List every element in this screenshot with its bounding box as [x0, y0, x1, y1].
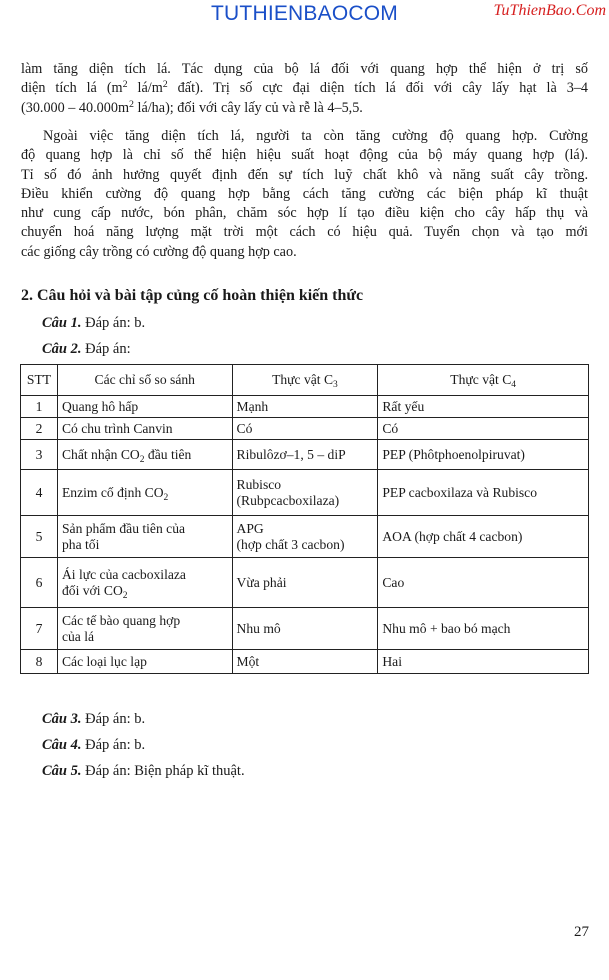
table-row: [21, 396, 589, 418]
question-label: Câu 2.: [42, 341, 82, 357]
text-line: Ngoài việc tăng diện tích lá, người ta còn tăng cường độ quang hợp. Cường: [43, 128, 588, 144]
cell-criteria: Có chu trình Canvin: [57, 418, 232, 440]
table-row: [21, 558, 589, 608]
question-label: Câu 5.: [42, 763, 82, 779]
cell-stt: 4: [21, 470, 58, 516]
table-row: [21, 650, 589, 674]
cell-criteria: Chất nhận $CO_2$ đầu tiên: [57, 440, 232, 470]
text-line: làm tăng diện tích lá. Tác dụng của bộ lá đối với quang hợp thể hiện ở trị số: [21, 61, 588, 77]
table-row: [21, 440, 589, 470]
answer-text: Đáp án: b.: [81, 315, 146, 331]
text-line: độ quang hợp là chỉ số thể hiện hiệu suất hoạt động của bộ máy quang hợp (lá).: [21, 147, 588, 164]
header-c3: Thực vật $C_3$: [232, 365, 378, 396]
cell-c4: PEP cacboxilaza và Rubisco: [378, 470, 589, 516]
cell-c4: Nhu mô + bao bó mạch: [378, 608, 589, 650]
question-answer: [42, 737, 145, 754]
text-line: chuyển hoá năng lượng mặt trời một cách có hiệu quả. Tuyển chọn và tạo mới: [21, 224, 588, 241]
site-logo: TuThienBao.Com: [493, 2, 606, 19]
cell-c4: PEP (Phôtphoenolpiruvat): [378, 440, 589, 470]
cell-stt: 5: [21, 516, 58, 558]
answer-text: Đáp án: b.: [81, 711, 146, 727]
header-stt: STT: [21, 365, 58, 396]
cell-c3: Một: [232, 650, 378, 674]
cell-criteria: Các tế bào quang hợp của lá: [57, 608, 232, 650]
cell-stt: 2: [21, 418, 58, 440]
cell-criteria: Ái lực của cacboxilaza đối với $CO_2$: [57, 558, 232, 608]
text-line: ($30.000 - 40.000m^2$ lá/ha); đối với cây lấy củ và rễ là 4–5,5.: [21, 98, 363, 116]
section-heading: 2. Câu hỏi và bài tập củng cố hoàn thiện kiến thức: [21, 287, 364, 304]
cell-criteria: Các loại lục lạp: [57, 650, 232, 674]
cell-criteria: Quang hô hấp: [57, 396, 232, 418]
question-answer: [42, 763, 245, 780]
cell-c4: Cao: [378, 558, 589, 608]
answer-text: Đáp án: Biện pháp kĩ thuật.: [81, 763, 245, 779]
cell-stt: 3: [21, 440, 58, 470]
text-line: Điều khiển cường độ quang hợp bằng cách tăng cường các biện pháp kĩ thuật: [21, 185, 588, 202]
comparison-table: [20, 364, 589, 674]
cell-stt: 6: [21, 558, 58, 608]
paragraph-leaf-area: [21, 60, 588, 118]
text-line: các giống cây trồng có cường độ quang hợp cao.: [21, 243, 297, 260]
text-line: như cung cấp nước, bón phân, chăm sóc hợp lí tạo điều kiện cho cây hấp thụ và: [21, 205, 588, 222]
cell-c3: Có: [232, 418, 378, 440]
table-header-row: [21, 365, 589, 396]
table-row: [21, 418, 589, 440]
answer-text: Đáp án:: [81, 341, 131, 357]
cell-c4: Rất yếu: [378, 396, 589, 418]
cell-stt: 1: [21, 396, 58, 418]
header-c4: Thực vật $C_4$: [378, 365, 589, 396]
cell-criteria: Sản phẩm đầu tiên của pha tối: [57, 516, 232, 558]
site-title: TUTHIENBAOCOM: [211, 2, 398, 25]
question-answer: [42, 341, 131, 358]
question-label: Câu 4.: [42, 737, 82, 753]
page-number: 27: [574, 924, 589, 940]
question-answer: [42, 711, 145, 728]
cell-c3: Mạnh: [232, 396, 378, 418]
text-line: Tỉ số đó ảnh hưởng quyết định đến sự tích luỹ chất khô và năng suất cây trồng.: [21, 166, 588, 183]
cell-c3: APG (hợp chất 3 cacbon): [232, 516, 378, 558]
cell-stt: 8: [21, 650, 58, 674]
cell-c4: Hai: [378, 650, 589, 674]
table-row: [21, 470, 589, 516]
cell-c4: AOA (hợp chất 4 cacbon): [378, 516, 589, 558]
answer-text: Đáp án: b.: [81, 737, 146, 753]
question-label: Câu 3.: [42, 711, 82, 727]
table-row: [21, 608, 589, 650]
cell-c3: Ribulôzơ–1, 5 – diP: [232, 440, 378, 470]
cell-c3: Nhu mô: [232, 608, 378, 650]
cell-c4: Có: [378, 418, 589, 440]
header-criteria: Các chỉ số so sánh: [57, 365, 232, 396]
cell-c3: Rubisco (Rubpcacboxilaza): [232, 470, 378, 516]
cell-stt: 7: [21, 608, 58, 650]
table-row: [21, 516, 589, 558]
question-label: Câu 1.: [42, 315, 82, 331]
paragraph-photosynthesis-intensity: [21, 127, 588, 262]
cell-criteria: Enzim cố định $CO_2$: [57, 470, 232, 516]
cell-c3: Vừa phải: [232, 558, 378, 608]
text-line: diện tích lá ($m^2$ $lá/m^2$ đất). Trị số cực đại diện tích lá đối với cây lấy hạt là 3–4: [21, 79, 589, 97]
question-answer: [42, 315, 145, 332]
